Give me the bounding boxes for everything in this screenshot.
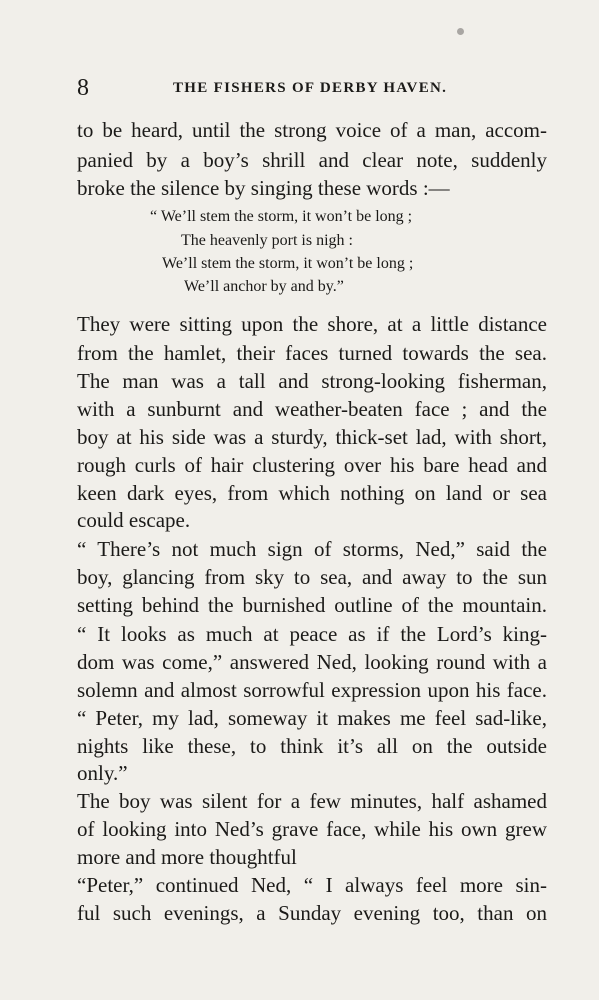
verse-line: We’ll stem the storm, it won’t be long ; (162, 255, 414, 272)
text-line: more and more thoughtful (77, 845, 297, 869)
text-line: They were sitting upon the shore, at a little distance (77, 312, 547, 336)
text-line: “ Peter, my lad, someway it makes me feel sad-like, (77, 706, 547, 730)
ink-speck (457, 28, 464, 35)
text-line: could escape. (77, 508, 191, 532)
text-line: panied by a boy’s shrill and clear note, suddenly (77, 148, 547, 172)
text-line: keen dark eyes, from which nothing on land or sea (77, 481, 547, 505)
text-line: “Peter,” continued Ned, “ I always feel more sin- (77, 873, 547, 897)
text-line: The man was a tall and strong-looking fisherman, (77, 369, 547, 393)
text-line: boy at his side was a sturdy, thick-set lad, with short, (77, 425, 547, 449)
text-line: to be heard, until the strong voice of a man, accom- (77, 118, 547, 142)
text-line: nights like these, to think it’s all on the outside (77, 734, 547, 758)
verse-line: “ We’ll stem the storm, it won’t be long ; (150, 208, 413, 225)
text-line: The boy was silent for a few minutes, half ashamed (77, 789, 547, 813)
text-line: with a sunburnt and weather-beaten face ; and the (77, 397, 547, 421)
verse-line: We’ll anchor by and by.” (184, 278, 344, 295)
verse-line: The heavenly port is nigh : (181, 232, 353, 249)
text-line: only.” (77, 761, 128, 785)
text-line: dom was come,” answered Ned, looking round with a (77, 650, 547, 674)
page-header (77, 73, 547, 103)
text-line: ful such evenings, a Sunday evening too, than on (77, 901, 547, 925)
text-line: rough curls of hair clustering over his bare head and (77, 453, 547, 477)
text-line: from the hamlet, their faces turned towards the sea. (77, 341, 547, 365)
page-number: 8 (77, 75, 89, 101)
text-line: “ There’s not much sign of storms, Ned,” said the (77, 537, 547, 561)
running-title: THE FISHERS OF DERBY HAVEN. (173, 80, 448, 96)
text-line: broke the silence by singing these words :— (77, 176, 450, 200)
text-line: setting behind the burnished outline of the mountain. (77, 593, 547, 617)
text-line: “ It looks as much at peace as if the Lord’s king- (77, 622, 547, 646)
text-line: boy, glancing from sky to sea, and away to the sun (77, 565, 547, 589)
text-line: of looking into Ned’s grave face, while his own grew (77, 817, 547, 841)
text-line: solemn and almost sorrowful expression upon his face. (77, 678, 547, 702)
